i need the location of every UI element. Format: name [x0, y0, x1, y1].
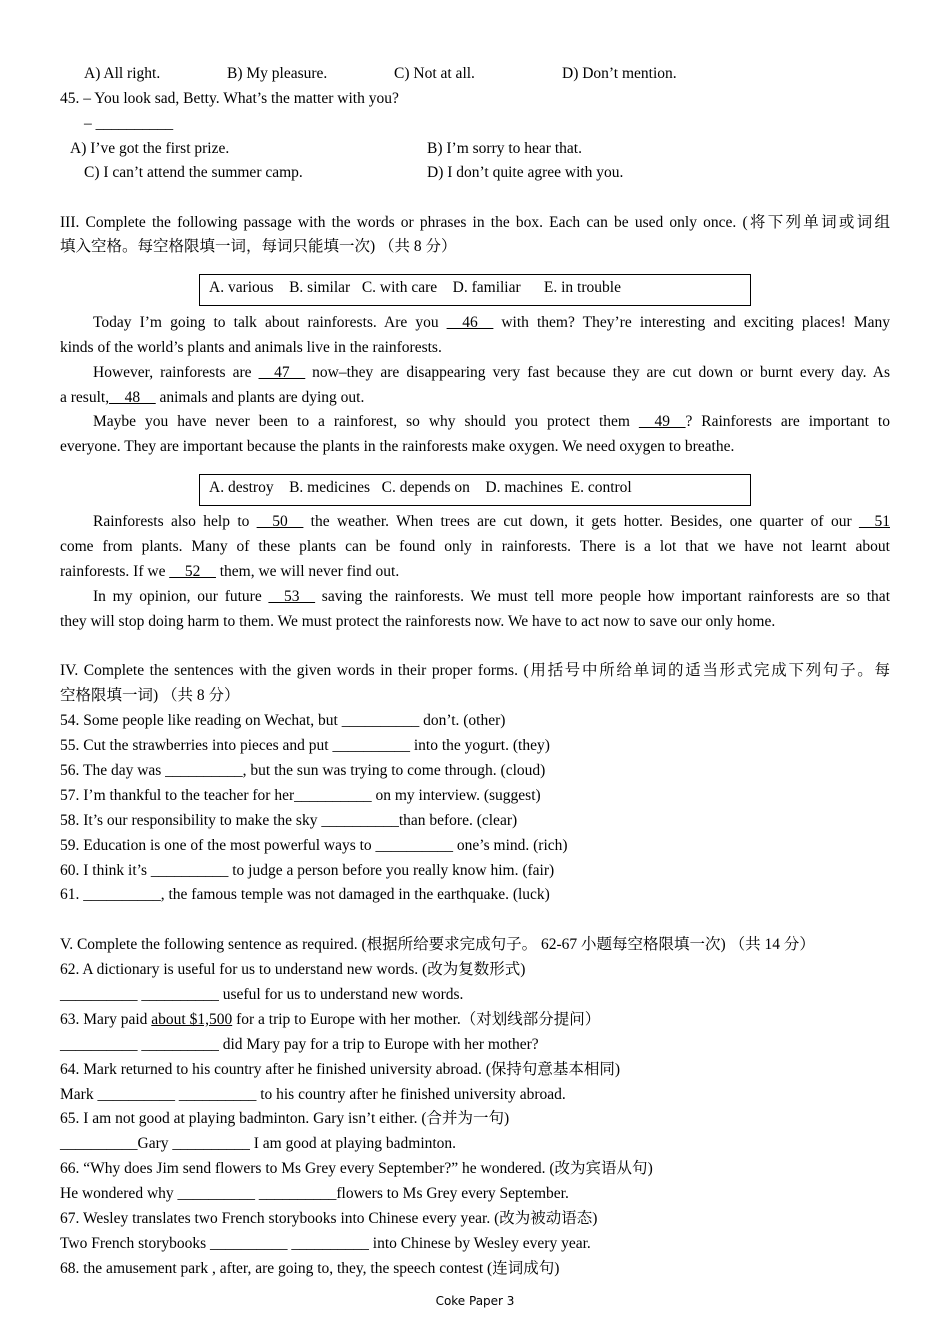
q61: 61. __________, the famous temple was not damaged in the earthquake. (luck)	[60, 886, 550, 903]
q44-option-d: D) Don’t mention.	[562, 65, 677, 82]
section4-instruction-line1: IV. Complete the sentences with the given words in their proper forms. (用括号中所给单词的适当形式完成下列句子。每	[60, 662, 890, 679]
word-box-1-text: A. various B. similar C. with care D. familiar E. in trouble	[209, 279, 621, 296]
a65: __________Gary __________ I am good at playing badminton.	[60, 1135, 457, 1152]
blank-46: __46__	[446, 314, 494, 331]
q45-answer-line: – __________	[84, 115, 174, 132]
blank-51: __51	[859, 513, 890, 530]
passage-p4-line1: Rainforests also help to __50__ the weather. When trees are cut down, it gets hotter. Besides, one quarter of our __51	[93, 513, 890, 530]
q45-question: 45. – You look sad, Betty. What’s the matter with you?	[60, 90, 399, 107]
q63: 63. Mary paid about $1,500 for a trip to Europe with her mother.（对划线部分提问）	[60, 1011, 601, 1028]
q58: 58. It’s our responsibility to make the sky __________than before. (clear)	[60, 812, 518, 829]
page-footer: Coke Paper 3	[435, 1294, 515, 1308]
a62: __________ __________ useful for us to understand new words.	[60, 986, 464, 1003]
section4-instruction-line2: 空格限填一词) （共 8 分）	[60, 687, 240, 704]
q44-option-a: A) All right.	[84, 65, 161, 82]
q55: 55. Cut the strawberries into pieces and put __________ into the yogurt. (they)	[60, 737, 550, 754]
q62: 62. A dictionary is useful for us to understand new words. (改为复数形式)	[60, 961, 526, 978]
passage-p3-line2: everyone. They are important because the plants in the rainforests make oxygen. We need oxygen to breathe.	[60, 438, 735, 455]
word-box-2-text: A. destroy B. medicines C. depends on D. machines E. control	[209, 479, 632, 496]
a66: He wondered why __________ __________flowers to Ms Grey every September.	[60, 1185, 569, 1202]
q45-option-c: C) I can’t attend the summer camp.	[84, 164, 303, 181]
q59: 59. Education is one of the most powerful ways to __________ one’s mind. (rich)	[60, 837, 568, 854]
blank-52: __52__	[169, 563, 216, 580]
q54: 54. Some people like reading on Wechat, but __________ don’t. (other)	[60, 712, 506, 729]
passage-p1-line1: Today I’m going to talk about rainforests. Are you __46__ with them? They’re interesting and exciting places! Many	[93, 314, 890, 331]
passage-p5-line2: they will stop doing harm to them. We must protect the rainforests now. We have to act now to save our only home.	[60, 613, 776, 630]
q57: 57. I’m thankful to the teacher for her__________ on my interview. (suggest)	[60, 787, 541, 804]
q56: 56. The day was __________, but the sun was trying to come through. (cloud)	[60, 762, 546, 779]
section3-instruction-line2: 填入空格。每空格限填一词，每词只能填一次) （共 8 分）	[60, 238, 457, 255]
word-box-2	[199, 474, 751, 506]
q44-option-c: C) Not at all.	[394, 65, 475, 82]
a64: Mark __________ __________ to his country after he finished university abroad.	[60, 1086, 566, 1103]
q65: 65. I am not good at playing badminton. Gary isn’t either. (合并为一句)	[60, 1110, 510, 1127]
passage-p1-line2: kinds of the world’s plants and animals live in the rainforests.	[60, 339, 442, 356]
q60: 60. I think it’s __________ to judge a person before you really know him. (fair)	[60, 862, 555, 879]
q45-option-d: D) I don’t quite agree with you.	[427, 164, 624, 181]
q44-option-b: B) My pleasure.	[227, 65, 328, 82]
blank-47: __47__	[258, 364, 306, 381]
q67: 67. Wesley translates two French storybooks into Chinese every year. (改为被动语态)	[60, 1210, 598, 1227]
passage-p2-line2: a result,__48__ animals and plants are dying out.	[60, 389, 365, 406]
a67: Two French storybooks __________ __________ into Chinese by Wesley every year.	[60, 1235, 591, 1252]
word-box-1	[199, 274, 751, 306]
q63-underlined-phrase: about $1,500	[151, 1011, 233, 1028]
q45-option-a: A) I’ve got the first prize.	[70, 140, 230, 157]
q68: 68. the amusement park , after, are going to, they, the speech contest (连词成句)	[60, 1260, 560, 1277]
q64: 64. Mark returned to his country after he finished university abroad. (保持句意基本相同)	[60, 1061, 621, 1078]
passage-p5-line1: In my opinion, our future __53__ saving the rainforests. We must tell more people how important rainforests are so that	[93, 588, 890, 605]
blank-53: __53__	[268, 588, 316, 605]
passage-p3-line1: Maybe you have never been to a rainforest, so why should you protect them __49__? Rainforests are important to	[93, 413, 890, 430]
passage-p2-line1: However, rainforests are __47__ now–they are disappearing very fast because they are cut down or burnt every day. As	[93, 364, 890, 381]
q45-option-b: B) I’m sorry to hear that.	[427, 140, 582, 157]
blank-50: __50__	[256, 513, 304, 530]
passage-p4-line3: rainforests. If we __52__ them, we will never find out.	[60, 563, 400, 580]
blank-48: __48__	[109, 389, 156, 406]
section3-instruction-line1: III. Complete the following passage with the words or phrases in the box. Each can be used only once. (将下列单词或词组	[60, 214, 890, 231]
section5-instruction: V. Complete the following sentence as required. (根据所给要求完成句子。 62-67 小题每空格限填一次) （共 14 分）	[60, 936, 815, 953]
passage-p4-line2: come from plants. Many of these plants can be found only in rainforests. There is a lot that we have not learnt about	[60, 538, 890, 555]
blank-49: __49__	[638, 413, 686, 430]
a63: __________ __________ did Mary pay for a trip to Europe with her mother?	[60, 1036, 539, 1053]
q66: 66. “Why does Jim send flowers to Ms Grey every September?” he wondered. (改为宾语从句)	[60, 1160, 653, 1177]
